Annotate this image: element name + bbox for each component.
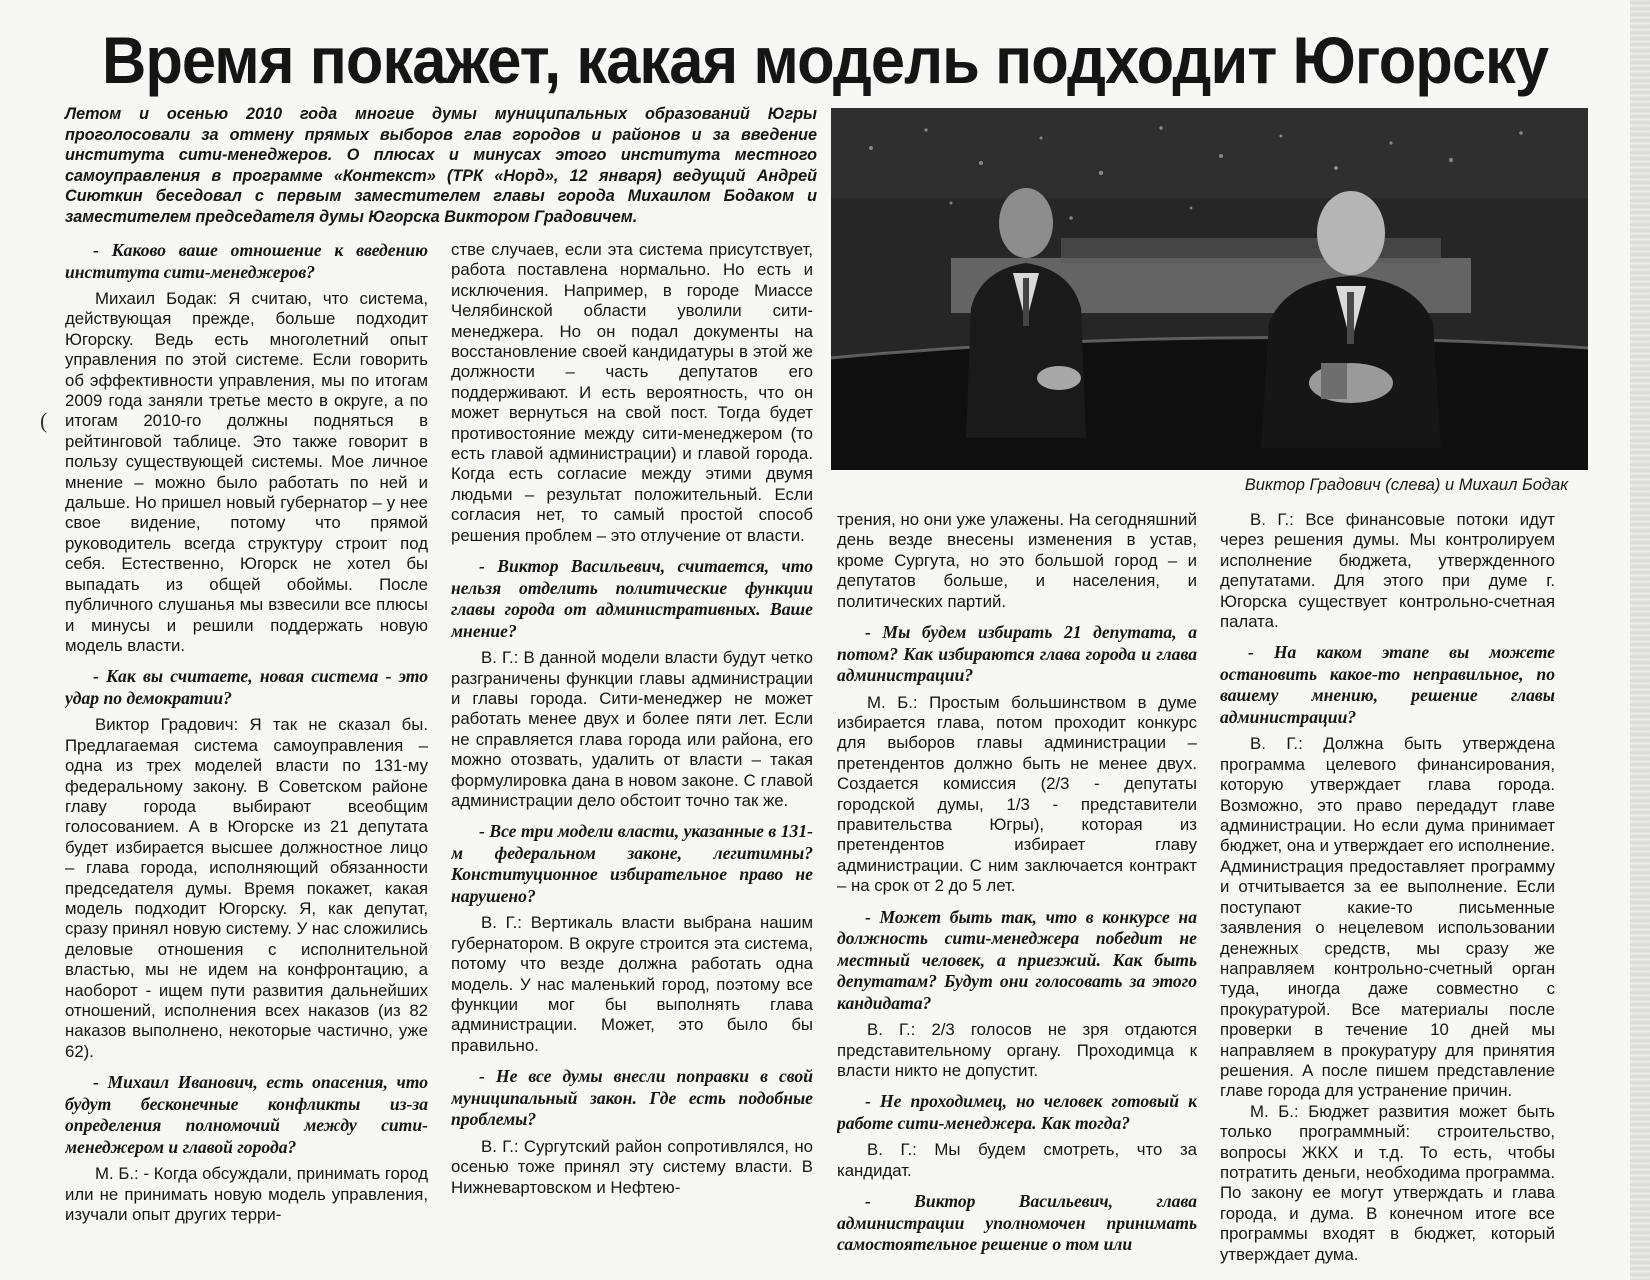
answer-paragraph: трения, но они уже улажены. На сегодняшний день везде внесены изменения в устав, кроме Сургута, но это большой город – и депутатов больше, и населения, и политических партий. <box>837 510 1197 611</box>
article-headline: Время покажет, какая модель подходит Югорску <box>101 23 1549 97</box>
question-paragraph: - Мы будем избирать 21 депутата, а потом? Как избираются глава города и глава администрации? <box>837 622 1197 686</box>
answer-paragraph: Виктор Градович: Я так не сказал бы. Предлагаемая система самоуправления –одна из трех моделей власти по 131-му федеральному закону. В Советском районе главу города выбирают всеобщим голосованием. А в Югорске из 21 депутата будет избирается высшее должностное лицо – глава города, исполняющий обязанности председателя думы. Время покажет, какая модель подходит Югорску. Я, как депутат, сразу принял новую систему. У нас сложились деловые отношения с исполнительной властью, мы не идем на конфронтацию, а наоборот - ищем пути развития дальнейших отношений, исполнения всех наказов (из 82 наказов выполнено, некоторые частично, уже 62). <box>65 715 428 1061</box>
question-paragraph: - Все три модели власти, указанные в 131-м федеральном законе, легитимны? Конституционное избирательное право не нарушено? <box>451 821 813 906</box>
answer-paragraph: Михаил Бодак: Я считаю, что система, действующая прежде, больше подходит Югорску. Ведь есть многолетний опыт управления по этой системе. Если говорить об эффективности управления, мы по итогам 2009 года заняли третье место в округе, а по итогам 2010-го должны подняться в рейтинговой таблице. Это также говорит в пользу существующей системы. Мое личное мнение – можно было работать по ней и дальше. Но пришел новый губернатор – у нее свое видение, потому что прямой руководитель всегда структуру строит под себя. Естественно, Югорск не хотел бы выпадать из общей обоймы. После публичного слушанья мы взвесили все плюсы и минусы и решили поддержать новую модель власти. <box>65 289 428 655</box>
column-4 <box>1220 510 1555 1270</box>
question-paragraph: - Виктор Васильевич, считается, что нельзя отделить политические функции главы города от административных. Ваше мнение? <box>451 556 813 641</box>
question-paragraph: - Может быть так, что в конкурсе на должность сити-менеджера победит не местный человек, а приезжий. Как быть депутатам? Будут они голосовать за этого кандидата? <box>837 906 1197 1013</box>
margin-mark: ( <box>40 408 48 433</box>
scan-edge <box>1630 0 1650 1280</box>
photo-caption: Виктор Градович (слева) и Михаил Бодак <box>1244 476 1568 494</box>
article-lead: Летом и осенью 2010 года многие думы муниципальных образований Югры проголосовали за отмену прямых выборов глав городов и районов и за введение института сити-менеджеров. О плюсах и минусах этого института местного самоуправления в программе «Контекст» (ТРК «Норд», 12 января) ведущий Андрей Сиюткин беседовал с первым заместителем главы города Михаилом Бодаком и заместителем председателя думы Югорска Виктором Градовичем. <box>65 105 817 226</box>
photo-illustration <box>831 108 1588 470</box>
question-paragraph: - Виктор Васильевич, глава администрации уполномочен принимать самостоятельное решение о том или <box>837 1191 1197 1255</box>
answer-paragraph: В. Г.: Мы будем смотреть, что за кандидат. <box>837 1140 1197 1180</box>
question-paragraph: - Не все думы внесли поправки в свой муниципальный закон. Где есть подобные проблемы? <box>451 1066 813 1130</box>
answer-paragraph: М. Б.: - Когда обсуждали, принимать город или не принимать новую модель управления, изучали опыт других терри- <box>65 1164 428 1225</box>
answer-paragraph: стве случаев, если эта система присутствует, работа поставлена нормально. Но есть и исключения. Например, в городе Миассе Челябинской области уволили сити-менеджера. Но он подал документы на восстановление своей кандидатуры в этой же должности – часть депутатов его поддерживают. И есть вероятность, что он может вернуться на свой пост. Тогда будет противостояние между сити-менеджером (то есть главой администрации) и главой города. Когда есть согласие между этими двумя людьми – результат положительный. Если согласия нет, то самый простой способ решения проблем – это отлучение от власти. <box>451 240 813 545</box>
answer-paragraph: М. Б.: Бюджет развития может быть только программный: строительство, вопросы ЖКХ и т.д. То есть, чтобы потратить деньги, необходима программа. По закону ее могут утверждать и глава города, и дума. В конечном итоге все программы входят в бюджет, который утверждает дума. <box>1220 1101 1555 1264</box>
answer-paragraph: В. Г.: Вертикаль власти выбрана нашим губернатором. В округе строится эта система, потому что везде должна работать одна модель. У нас маленький город, поэтому все функции мог бы выполнять глава администрации. Может, это было бы правильно. <box>451 913 813 1055</box>
column-3 <box>837 510 1197 1270</box>
answer-paragraph: В. Г.: 2/3 голосов не зря отдаются представительному органу. Проходимца к власти никто не допустит. <box>837 1020 1197 1080</box>
answer-paragraph: М. Б.: Простым большинством в думе избирается глава, потом проходит конкурс для выборов главы администрации – претендентов должно быть не менее двух. Создается комиссия (2/3 - депутаты городской думы, 1/3 - представители правительства Югры), которая из претендентов избирает главу администрации. С ним заключается контракт – на срок от 2 до 5 лет. <box>837 692 1197 896</box>
question-paragraph: - На каком этапе вы можете остановить какое-то неправильное, по вашему мнению, решение главы администрации? <box>1220 642 1555 727</box>
answer-paragraph: В. Г.: Сургутский район сопротивлялся, но осенью тоже принял эту систему власти. В Нижневартовском и Нефтею- <box>451 1136 813 1197</box>
answer-paragraph: В. Г.: В данной модели власти будут четко разграничены функции главы администрации и главы города. Сити-менеджер не может работать менее двух и более пяти лет. Если не справляется глава города или района, его можно отозвать, удалить от власти – такая формулировка дана в новом законе. С главой администрации дело обстоит точно так же. <box>451 648 813 810</box>
answer-paragraph: В. Г.: Должна быть утверждена программа целевого финансирования, которую утверждает глава города. Возможно, это право передадут главе администрации. Но если дума принимает бюджет, она и утверждает его исполнение. Администрация предоставляет программу и отчитывается за ее выполнение. Если поступают какие-то письменные заявления о нецелевом использовании денежных средств, мы сразу же направляем контрольно-счетный орган туда, иногда даже совместно с прокуратурой. Все материалы после проверки в течение 10 дней мы направляем в прокуратуру для принятия решения. А после пишем представление главе города для устранение причин. <box>1220 734 1555 1101</box>
column-2 <box>451 240 813 1270</box>
question-paragraph: - Не проходимец, но человек готовый к работе сити-менеджера. Как тогда? <box>837 1091 1197 1133</box>
article-photo <box>831 108 1588 470</box>
column-1 <box>65 240 428 1270</box>
question-paragraph: - Михаил Иванович, есть опасения, что будут бесконечные конфликты из-за определения полномочий между сити-менеджером и главой города? <box>65 1072 428 1157</box>
question-paragraph: - Каково ваше отношение к введению института сити-менеджеров? <box>65 240 428 282</box>
answer-paragraph: В. Г.: Все финансовые потоки идут через решения думы. Мы контролируем исполнение бюджета, утвержденного депутатами. Для этого при думе г. Югорска существует контрольно-счетная палата. <box>1220 510 1555 632</box>
question-paragraph: - Как вы считаете, новая система - это удар по демократии? <box>65 666 428 708</box>
